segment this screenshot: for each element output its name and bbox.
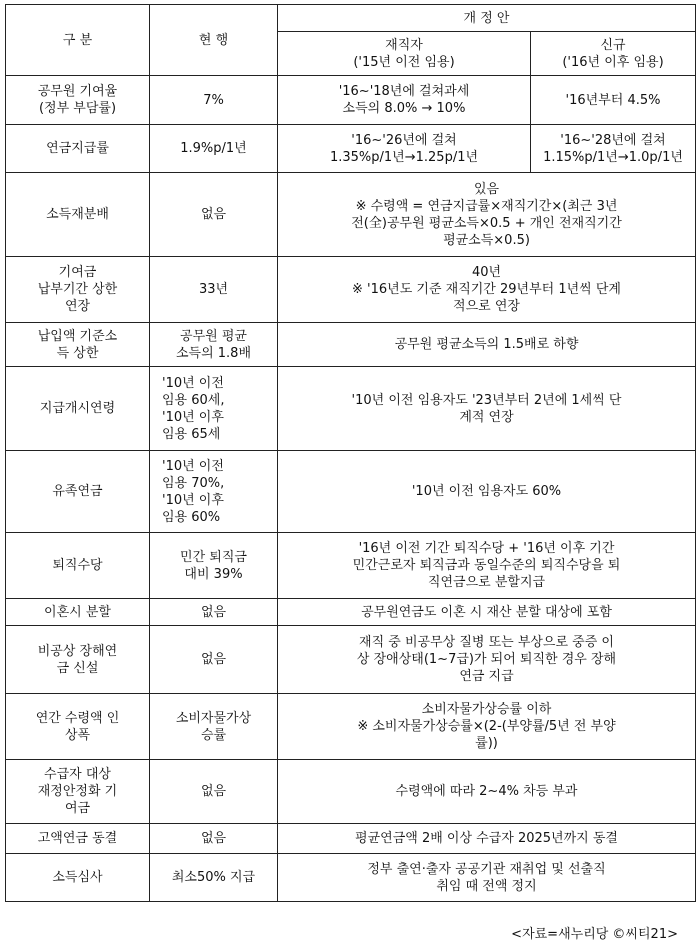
row-current: '10년 이전 임용 60세, '10년 이후 임용 65세	[150, 367, 278, 451]
row-category: 지급개시연령	[6, 367, 150, 451]
row-current: 없음	[150, 760, 278, 824]
table-row	[6, 760, 696, 824]
row-current: 소비자물가상 승률	[150, 694, 278, 760]
header-category: 구 분	[6, 5, 150, 76]
row-reform: 공무원연금도 이혼 시 재산 분할 대상에 포함	[278, 599, 696, 626]
table-row	[6, 451, 696, 533]
row-reform: '10년 이전 임용자도 60%	[278, 451, 696, 533]
row-reform: 소비자물가상승률 이하 ※ 소비자물가상승률×(2-(부양률/5년 전 부양 률))	[278, 694, 696, 760]
row-category: 기여금 납부기간 상한 연장	[6, 257, 150, 323]
row-category: 퇴직수당	[6, 533, 150, 599]
row-category: 유족연금	[6, 451, 150, 533]
row-incumbent: '16~'26년에 걸쳐 1.35%p/1년→1.25p/1년	[278, 125, 531, 173]
row-reform: 평균연금액 2배 이상 수급자 2025년까지 동결	[278, 824, 696, 854]
row-category: 비공상 장해연 금 신설	[6, 626, 150, 694]
row-incumbent: '16~'18년에 걸쳐과세 소득의 8.0% → 10%	[278, 76, 531, 125]
row-category: 수급자 대상 재정안정화 기 여금	[6, 760, 150, 824]
row-current: 최소50% 지급	[150, 854, 278, 902]
row-current: 없음	[150, 824, 278, 854]
table-row	[6, 824, 696, 854]
row-current: 33년	[150, 257, 278, 323]
row-reform: 40년 ※ '16년도 기준 재직기간 29년부터 1년씩 단계 적으로 연장	[278, 257, 696, 323]
row-category: 납입액 기준소 득 상한	[6, 323, 150, 367]
row-current: 7%	[150, 76, 278, 125]
header-incumbent: 재직자 ('15년 이전 임용)	[278, 32, 531, 76]
header-new-hires: 신규 ('16년 이후 임용)	[531, 32, 696, 76]
table-row	[6, 599, 696, 626]
row-reform: 공무원 평균소득의 1.5배로 하향	[278, 323, 696, 367]
row-current: 없음	[150, 173, 278, 257]
table-row	[6, 533, 696, 599]
table-row	[6, 323, 696, 367]
table-row	[6, 173, 696, 257]
row-reform: 정부 출연·출자 공공기관 재취업 및 선출직 취임 때 전액 정지	[278, 854, 696, 902]
row-reform: '16년 이전 기간 퇴직수당 + '16년 이후 기간 민간근로자 퇴직금과 동일수준의 퇴직수당을 퇴 직연금으로 분할지급	[278, 533, 696, 599]
table-row	[6, 367, 696, 451]
row-category: 고액연금 동결	[6, 824, 150, 854]
table-row	[6, 854, 696, 902]
table-row	[6, 694, 696, 760]
row-current: 1.9%p/1년	[150, 125, 278, 173]
header-reform: 개 정 안	[278, 5, 696, 32]
row-category: 연간 수령액 인 상폭	[6, 694, 150, 760]
row-current: '10년 이전 임용 70%, '10년 이후 임용 60%	[150, 451, 278, 533]
table-row	[6, 626, 696, 694]
row-reform: 재직 중 비공무상 질병 또는 부상으로 중증 이 상 장애상태(1~7급)가 되어 퇴직한 경우 장해 연금 지급	[278, 626, 696, 694]
row-category: 이혼시 분할	[6, 599, 150, 626]
row-reform: 수령액에 따라 2~4% 차등 부과	[278, 760, 696, 824]
row-category: 소득심사	[6, 854, 150, 902]
pension-reform-table	[5, 4, 696, 902]
header-row-top	[6, 5, 696, 32]
header-current: 현 행	[150, 5, 278, 76]
row-category: 연금지급률	[6, 125, 150, 173]
row-reform: '10년 이전 임용자도 '23년부터 2년에 1세씩 단 계적 연장	[278, 367, 696, 451]
row-current: 없음	[150, 599, 278, 626]
row-current: 공무원 평균 소득의 1.8배	[150, 323, 278, 367]
table-row	[6, 76, 696, 125]
row-reform: 있음 ※ 수령액 = 연금지급률×재직기간×(최근 3년 전(全)공무원 평균소득×0.5 + 개인 전재직기간 평균소득×0.5)	[278, 173, 696, 257]
table-row	[6, 257, 696, 323]
row-new-hires: '16년부터 4.5%	[531, 76, 696, 125]
table-row	[6, 125, 696, 173]
source-credit: <자료=새누리당 ©씨티21>	[511, 927, 678, 942]
row-category: 공무원 기여율 (정부 부담률)	[6, 76, 150, 125]
row-category: 소득재분배	[6, 173, 150, 257]
row-current: 민간 퇴직금 대비 39%	[150, 533, 278, 599]
row-current: 없음	[150, 626, 278, 694]
row-new-hires: '16~'28년에 걸쳐 1.15%p/1년→1.0p/1년	[531, 125, 696, 173]
